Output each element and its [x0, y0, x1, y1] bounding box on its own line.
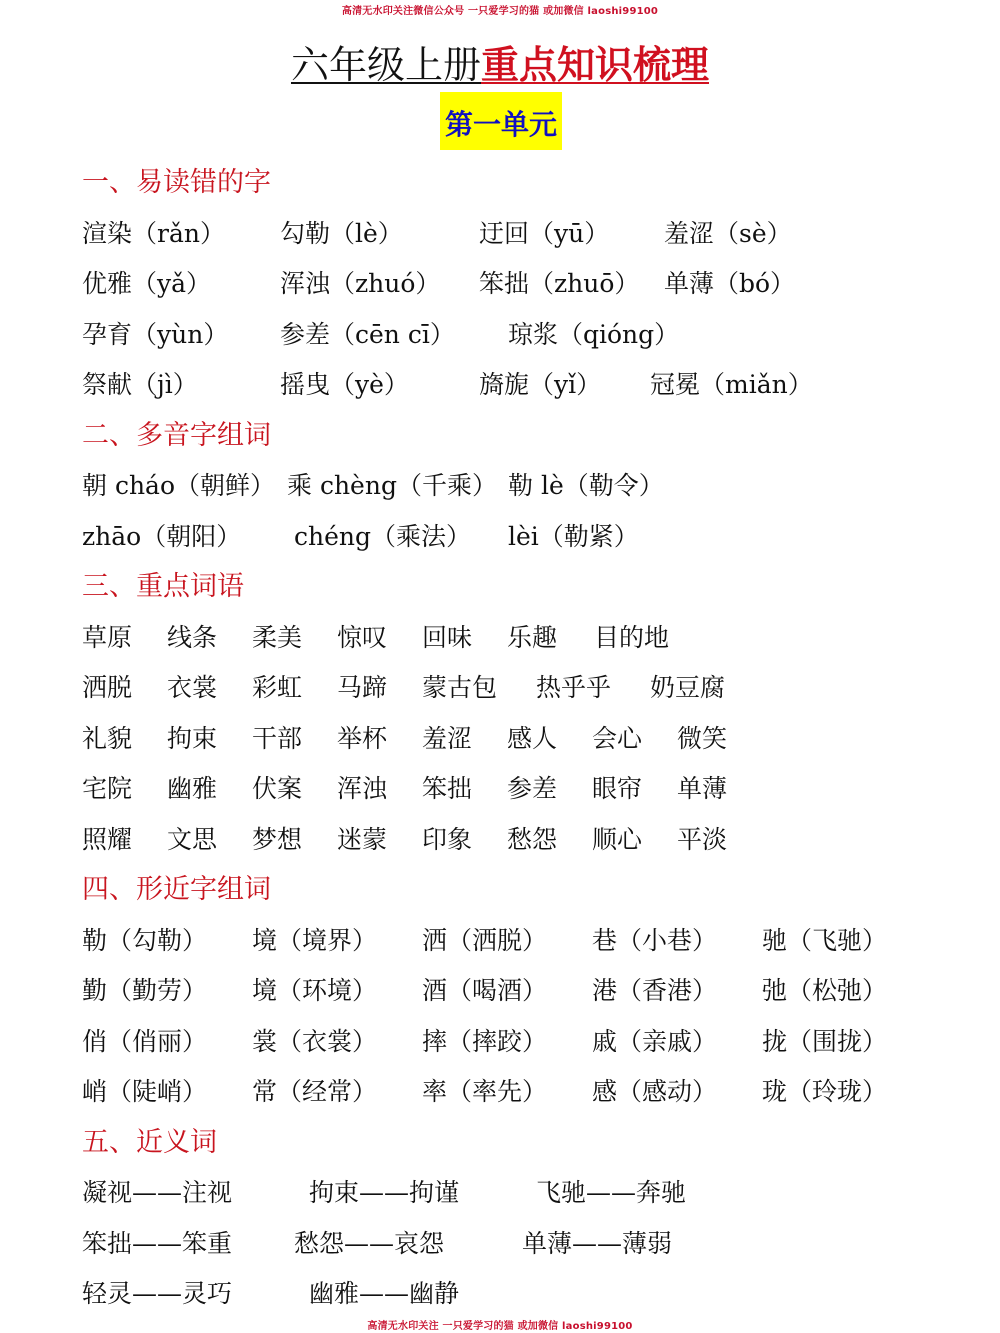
list-item: 拢（围拢） [762, 1026, 888, 1056]
list-item: 洒脱 [82, 673, 133, 702]
section-heading-4: 四、形近字组词 [82, 874, 271, 905]
list-row [82, 1017, 962, 1068]
list-item: 戚（亲戚） [592, 1026, 718, 1056]
list-item: 顺心 [592, 824, 643, 854]
list-item: 琼浆（qióng） [508, 319, 680, 349]
list-item: 飞驰——奔驰 [536, 1178, 687, 1207]
unit-label: 第一单元 [440, 92, 562, 150]
list-item: lèi（勒紧） [508, 521, 639, 551]
list-item: 祭献（jì） [82, 370, 198, 399]
list-item: 愁怨——哀怨 [294, 1228, 445, 1258]
list-row [82, 764, 962, 815]
list-item: 朝 cháo（朝鲜） [82, 471, 276, 500]
list-item: 峭（陡峭） [82, 1077, 208, 1106]
list-row [82, 613, 962, 664]
list-item: 笨拙（zhuō） [479, 269, 640, 298]
list-item: 洒（洒脱） [422, 925, 548, 955]
list-item: 礼貌 [82, 723, 133, 753]
list-item: 浑浊（zhuó） [280, 269, 441, 298]
list-item: 目的地 [594, 622, 670, 652]
list-item: 迂回（yū） [479, 218, 610, 248]
list-item: 羞涩（sè） [664, 218, 792, 248]
list-item: 回味 [422, 622, 473, 652]
content [82, 158, 962, 1320]
list-item: 常（经常） [252, 1077, 378, 1106]
list-row [82, 1219, 962, 1270]
list-item: 俏（俏丽） [82, 1026, 208, 1056]
list-item: 愁怨 [507, 824, 558, 854]
list-item: 参差 [507, 774, 558, 803]
list-item: 凝视——注视 [82, 1178, 233, 1207]
list-item: 举杯 [337, 723, 388, 753]
list-item: 单薄——薄弱 [522, 1228, 673, 1258]
list-item: 驰（飞驰） [762, 925, 888, 955]
list-item: 勒 lè（勒令） [508, 471, 664, 500]
list-item: 率（率先） [422, 1077, 548, 1106]
list-item: 浑浊 [337, 774, 388, 803]
list-row [82, 310, 962, 361]
list-item: 照耀 [82, 824, 133, 854]
list-item: 乐趣 [507, 622, 558, 652]
list-item: 旖旎（yǐ） [479, 370, 602, 399]
list-item: 裳（衣裳） [252, 1026, 378, 1056]
list-row [82, 1067, 962, 1118]
list-row [82, 1269, 962, 1320]
list-row [82, 916, 962, 967]
list-item: 感（感动） [592, 1077, 718, 1106]
title-grade: 六年级上册 [290, 43, 481, 87]
list-item: 梦想 [252, 824, 303, 854]
title-topic: 重点知识梳理 [481, 43, 710, 87]
list-item: 会心 [592, 723, 643, 753]
list-item: 衣裳 [167, 673, 218, 702]
list-item: 拘束——拘谨 [309, 1178, 460, 1207]
list-item: 羞涩 [422, 723, 473, 753]
section-heading-5: 五、近义词 [82, 1126, 217, 1158]
list-row [82, 966, 962, 1017]
list-item: 惊叹 [337, 622, 388, 652]
list-item: 优雅（yǎ） [82, 269, 212, 298]
list-row [82, 714, 962, 765]
list-row [82, 663, 962, 714]
list-item: 勒（勾勒） [82, 925, 208, 955]
list-item: 平淡 [677, 824, 728, 854]
section-heading-2: 二、多音字组词 [82, 419, 271, 451]
list-item: 幽雅——幽静 [309, 1279, 460, 1308]
list-item: 参差（cēn cī） [280, 319, 455, 349]
list-item: 草原 [82, 622, 133, 652]
list-item: 笨拙——笨重 [82, 1228, 233, 1258]
list-item: 乘 chèng（千乘） [287, 471, 497, 500]
list-item: 酒（喝酒） [422, 976, 548, 1005]
list-row [82, 461, 962, 512]
list-item: 文思 [167, 824, 218, 854]
list-item: 感人 [507, 723, 558, 753]
page-title [0, 40, 1000, 90]
list-item: 珑（玲珑） [762, 1077, 888, 1106]
list-item: 勾勒（lè） [280, 218, 403, 248]
list-item: 孕育（yùn） [82, 319, 229, 349]
list-item: 微笑 [677, 723, 728, 753]
list-item: 宅院 [82, 774, 133, 803]
watermark-bottom: 高清无水印关注 一只爱学习的猫 或加微信 laoshi99100 [367, 1321, 633, 1332]
list-row [82, 1168, 962, 1219]
list-item: 蒙古包 [422, 673, 498, 702]
list-item: 奶豆腐 [650, 673, 726, 702]
list-item: 迷蒙 [337, 824, 388, 854]
list-row [82, 512, 962, 563]
list-item: 摔（摔跤） [422, 1026, 548, 1056]
list-item: 渲染（rǎn） [82, 218, 225, 248]
list-item: zhāo（朝阳） [82, 521, 242, 551]
watermark-top: 高清无水印关注微信公众号 一只爱学习的猫 或加微信 laoshi99100 [341, 6, 659, 17]
section-heading-3: 三、重点词语 [82, 571, 244, 602]
list-item: 印象 [422, 824, 473, 854]
list-item: 冠冕（miǎn） [650, 370, 813, 399]
list-row [82, 360, 962, 411]
list-item: 巷（小巷） [592, 925, 718, 955]
list-item: 摇曳（yè） [280, 370, 409, 399]
list-item: 拘束 [167, 723, 218, 753]
list-item: 弛（松弛） [762, 976, 888, 1005]
list-item: 单薄（bó） [664, 269, 796, 298]
list-item: 伏案 [252, 774, 303, 803]
list-item: chéng（乘法） [294, 521, 472, 551]
list-item: 单薄 [677, 774, 728, 803]
list-item: 笨拙 [422, 774, 473, 803]
list-item: 干部 [252, 723, 303, 753]
list-item: 线条 [167, 622, 218, 652]
list-item: 柔美 [252, 622, 303, 652]
list-item: 幽雅 [167, 774, 218, 803]
list-item: 港（香港） [592, 976, 718, 1005]
list-item: 轻灵——灵巧 [82, 1279, 233, 1308]
section-heading-1: 一、易读错的字 [82, 167, 271, 198]
list-item: 境（境界） [252, 925, 378, 955]
list-item: 热乎乎 [536, 673, 612, 702]
list-row [82, 259, 962, 310]
list-item: 马蹄 [337, 673, 388, 702]
list-row [82, 815, 962, 866]
list-item: 眼帘 [592, 774, 643, 803]
list-item: 彩虹 [252, 673, 303, 702]
list-row [82, 209, 962, 260]
list-item: 勤（勤劳） [82, 976, 208, 1005]
list-item: 境（环境） [252, 976, 378, 1005]
